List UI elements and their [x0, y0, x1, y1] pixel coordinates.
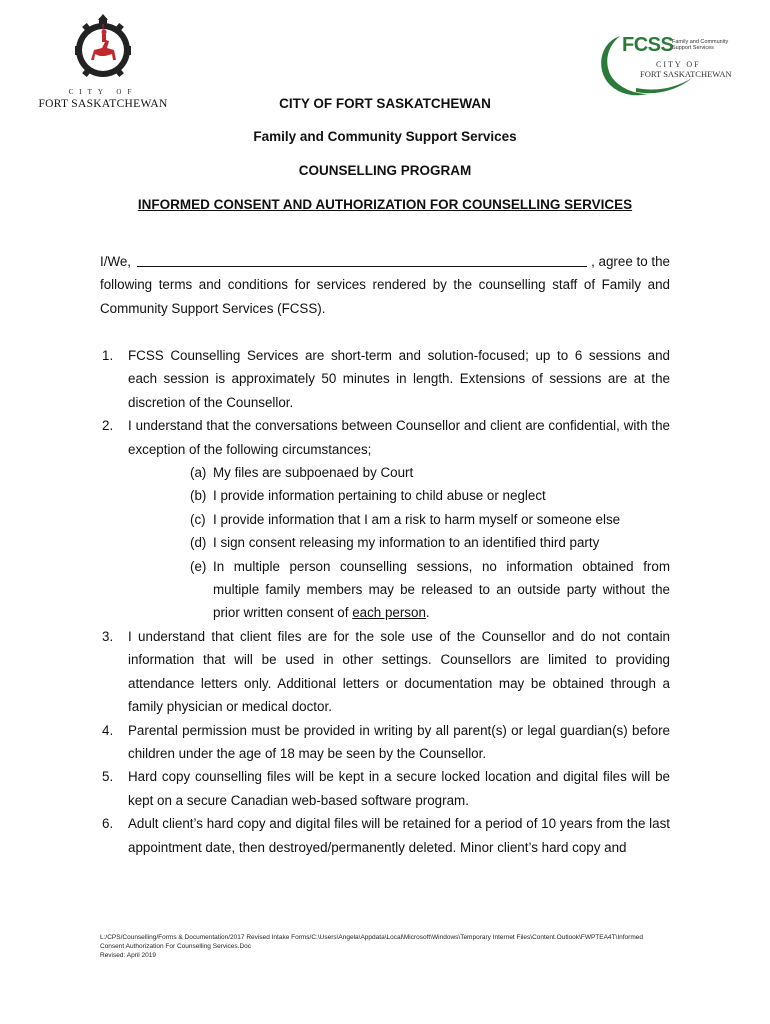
list-item: [100, 765, 670, 812]
sub-item-letter: (e): [190, 558, 207, 574]
document-title: INFORMED CONSENT AND AUTHORIZATION FOR COUNSELLING SERVICES: [137, 197, 633, 212]
item-text: Parental permission must be provided in writing by all parent(s) or legal guardian(s) before children under the age of 18 may be seen by the Counsellor.: [128, 722, 670, 761]
intro-suffix: , agree to the: [591, 254, 670, 269]
exceptions-list: [128, 461, 670, 625]
footer-file-path: L:/CPS/Counselling/Forms & Documentation/2017 Revised Intake Forms/C:\Users\Angela\Appdata\Local\Microsoft\Windows\Temporary Internet Files\Content.Outlook\FWPTEA4T\Informed Consent Authorization For Counselling Services.Doc: [100, 934, 643, 950]
heading-city: CITY OF FORT SASKATCHEWAN: [279, 96, 491, 111]
item-number: 3.: [102, 628, 114, 644]
sub-item-letter: (a): [190, 465, 207, 481]
intro-prefix: I/We,: [100, 254, 132, 269]
fcss-city-small-text: CITY OF: [656, 60, 701, 69]
item-text: I understand that client files are for the sole use of the Counsellor and do not contain information that will be used in other settings. Counsellors are limited to providing attendance letters only. Additional letters or documentation may be obtained through a family physician or medical doctor.: [128, 628, 670, 715]
sub-item-text: I provide information that I am a risk to harm myself or someone else: [213, 511, 621, 527]
fcss-tagline-line-2: Support Services: [672, 45, 714, 51]
item-text: I understand that the conversations between Counsellor and client are confidential, with the exception of the following circumstances;: [128, 418, 670, 457]
fcss-tagline: [672, 39, 742, 51]
list-item: [100, 414, 670, 625]
heading-program: COUNSELLING PROGRAM: [298, 163, 472, 178]
fcss-tagline-line-1: Family and Community: [672, 39, 729, 45]
crest-icon: [72, 10, 134, 88]
item-text: FCSS Counselling Services are short-term and solution-focused; up to 6 sessions and each session is approximately 50 minutes in length. Extensions of sessions are at the discretion of the Counsellor.: [128, 348, 670, 410]
sub-list-item: [190, 531, 670, 554]
list-item: [100, 719, 670, 766]
document-footer: [100, 933, 660, 960]
item-text: Adult client’s hard copy and digital files will be retained for a period of 10 years from the last appointment date, then destroyed/permanently deleted. Minor client’s hard copy and: [128, 816, 670, 855]
fcss-city-name-text: FORT SASKATCHEWAN: [640, 69, 732, 79]
name-blank-line[interactable]: [137, 250, 587, 267]
heading-department: Family and Community Support Services: [253, 129, 517, 144]
list-item: [100, 625, 670, 719]
sub-item-letter: (d): [190, 535, 207, 551]
sub-item-letter: (b): [190, 488, 207, 504]
fort-saskatchewan-logo: [38, 10, 168, 108]
sub-item-text: I provide information pertaining to child abuse or neglect: [213, 488, 546, 504]
intro-rest: following terms and conditions for services rendered by the counselling staff of Family and Community Support Services (FCSS).: [100, 277, 670, 316]
sub-list-item: [190, 484, 670, 507]
list-item: [100, 344, 670, 414]
sub-list-item: [190, 508, 670, 531]
sub-item-letter: (c): [190, 511, 206, 527]
logo-city-name-text: FORT SASKATCHEWAN: [38, 98, 168, 110]
sub-item-text: My files are subpoenaed by Court: [213, 465, 414, 481]
sub-list-item: [190, 555, 670, 625]
item-number: 2.: [102, 418, 114, 434]
item-number: 5.: [102, 769, 114, 785]
item-number: 4.: [102, 722, 114, 738]
fcss-mark-text: FCSS: [622, 34, 674, 56]
sub-item-text: I sign consent releasing my information to an identified third party: [213, 535, 600, 551]
item-number: 1.: [102, 348, 114, 363]
footer-revised-date: Revised: April 2019: [100, 952, 157, 959]
item-text: Hard copy counselling files will be kept in a secure locked location and digital files will be kept on a secure Canadian web-based software program.: [128, 769, 670, 808]
logo-city-small-text: CITY OF: [68, 88, 138, 96]
list-item: [100, 812, 670, 859]
terms-list: [100, 344, 670, 859]
sub-list-item: [190, 461, 670, 484]
item-number: 6.: [102, 816, 114, 832]
sub-item-text: In multiple person counselling sessions, no information obtained from multiple family members may be released to an outside party without the prior written consent of: [213, 558, 670, 621]
sub-item-underlined-text: each person: [352, 605, 426, 621]
intro-paragraph: [100, 250, 670, 320]
fcss-logo: [596, 30, 746, 100]
sub-item-end: .: [425, 605, 430, 621]
